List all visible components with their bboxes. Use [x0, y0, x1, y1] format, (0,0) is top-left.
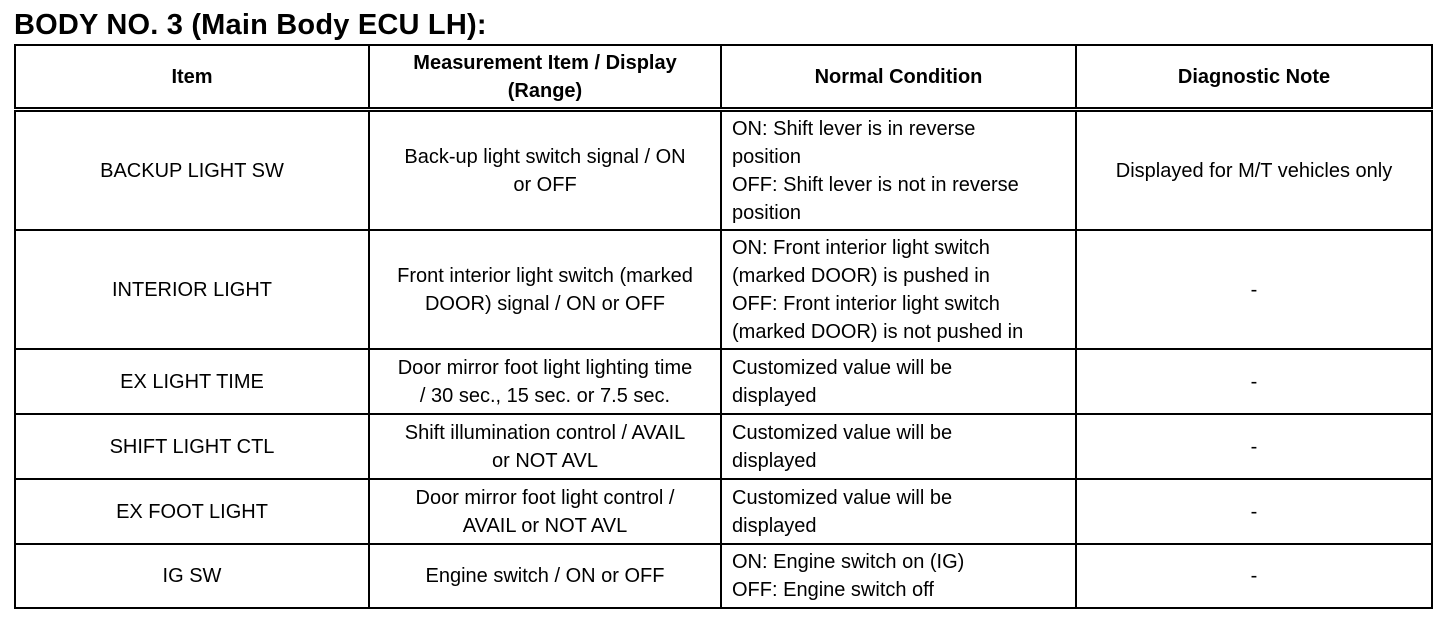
- header-normal-condition-label: Normal Condition: [814, 65, 983, 88]
- normal-condition-line: OFF: Front interior light switch: [732, 292, 1000, 315]
- item-cell: BACKUP LIGHT SW: [15, 110, 369, 231]
- normal-condition-line: displayed: [732, 514, 817, 537]
- normal-condition-line: (marked DOOR) is not pushed in: [732, 320, 1024, 343]
- item-cell: EX LIGHT TIME: [15, 349, 369, 414]
- normal-condition-line: ON: Engine switch on (IG): [732, 551, 965, 573]
- normal-condition-line: Customized value will be: [732, 486, 953, 509]
- normal-condition-line: position: [732, 145, 801, 168]
- table-row: [15, 230, 1432, 349]
- item-cell: INTERIOR LIGHT: [15, 230, 369, 349]
- header-measurement: [369, 45, 721, 110]
- normal-condition-cell: [721, 479, 1076, 544]
- diagnostic-note-cell: Displayed for M/T vehicles only: [1076, 110, 1432, 231]
- measurement-cell: [369, 544, 721, 608]
- table-row: [15, 349, 1432, 414]
- diagnostic-note-cell: -: [1076, 479, 1432, 544]
- measurement-cell: [369, 110, 721, 231]
- measurement-line: AVAIL or NOT AVL: [462, 514, 628, 537]
- page-title: BODY NO. 3 (Main Body ECU LH):: [14, 9, 487, 41]
- table-header-row: [15, 45, 1432, 110]
- measurement-line: Door mirror foot light lighting time: [397, 356, 693, 379]
- normal-condition-line: OFF: Engine switch off: [732, 579, 934, 601]
- header-measurement-line: (Range): [507, 79, 583, 102]
- table-row: [15, 414, 1432, 479]
- header-item-label: Item: [171, 65, 213, 88]
- data-list-table: [14, 44, 1433, 609]
- measurement-cell: [369, 230, 721, 349]
- normal-condition-cell: [721, 230, 1076, 349]
- measurement-line: Engine switch / ON or OFF: [425, 565, 665, 587]
- normal-condition-cell: [721, 414, 1076, 479]
- header-normal-condition: [721, 45, 1076, 110]
- normal-condition-cell: [721, 349, 1076, 414]
- diagnostic-note-cell: -: [1076, 414, 1432, 479]
- header-measurement-line: Measurement Item / Display: [413, 51, 677, 74]
- normal-condition-line: (marked DOOR) is pushed in: [732, 264, 990, 287]
- normal-condition-line: ON: Shift lever is in reverse: [732, 117, 976, 140]
- measurement-line: Shift illumination control / AVAIL: [404, 421, 686, 444]
- measurement-line: Door mirror foot light control /: [415, 486, 675, 509]
- table-row: [15, 110, 1432, 231]
- normal-condition-line: position: [732, 201, 801, 224]
- item-cell: EX FOOT LIGHT: [15, 479, 369, 544]
- measurement-line: DOOR) signal / ON or OFF: [424, 292, 666, 315]
- measurement-cell: [369, 479, 721, 544]
- measurement-line: or OFF: [513, 173, 577, 196]
- measurement-line: / 30 sec., 15 sec. or 7.5 sec.: [419, 384, 671, 407]
- header-diagnostic-note: [1076, 45, 1432, 110]
- table-row: [15, 479, 1432, 544]
- table-row: [15, 544, 1432, 608]
- normal-condition-line: displayed: [732, 449, 817, 472]
- measurement-line: Front interior light switch (marked: [397, 264, 693, 287]
- item-cell: IG SW: [15, 544, 369, 608]
- header-diagnostic-note-label: Diagnostic Note: [1177, 65, 1331, 88]
- diagnostic-note-cell: -: [1076, 349, 1432, 414]
- header-item: [15, 45, 369, 110]
- normal-condition-cell: [721, 544, 1076, 608]
- diagnostic-note-cell: -: [1076, 544, 1432, 608]
- normal-condition-line: ON: Front interior light switch: [732, 236, 990, 259]
- diagnostic-note-cell: -: [1076, 230, 1432, 349]
- normal-condition-line: displayed: [732, 384, 817, 407]
- normal-condition-line: OFF: Shift lever is not in reverse: [732, 173, 1019, 196]
- measurement-cell: [369, 414, 721, 479]
- normal-condition-line: Customized value will be: [732, 421, 953, 444]
- measurement-line: Back-up light switch signal / ON: [404, 145, 686, 168]
- measurement-cell: [369, 349, 721, 414]
- normal-condition-line: Customized value will be: [732, 356, 953, 379]
- measurement-line: or NOT AVL: [492, 449, 598, 472]
- item-cell: SHIFT LIGHT CTL: [15, 414, 369, 479]
- normal-condition-cell: [721, 110, 1076, 231]
